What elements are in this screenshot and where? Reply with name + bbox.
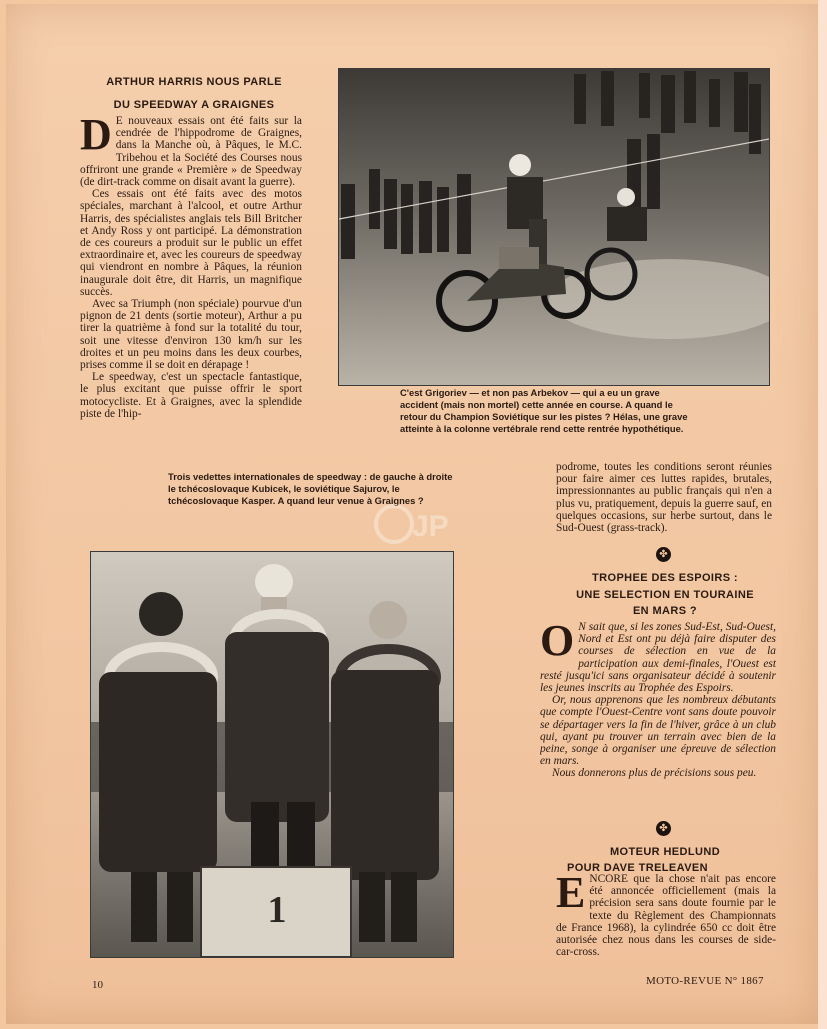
race-photo-image [339,69,769,385]
podium-photo-image [91,552,453,957]
section-ornament-icon-2: ✤ [656,821,671,836]
photo1-caption: C'est Grigoriev — et non pas Arbekov — qui a eu un grave accident (mais non mortel) cette année en course. A quand le retour du Champion Soviétique sur les pistes ? Hélas, une grave atteinte à la colonne vertébrale rend cette rentrée hypothétique. [400,387,688,434]
article1-headline-1: ARTHUR HARRIS NOUS PARLE [106,76,282,88]
article1-continuation-text: podrome, toutes les conditions seront réunies pour faire aimer ces luttes rapides, brutales, impressionnantes au public français qui n'en a plus vu, pratiquement, depuis la guerre sauf, en quelques occasions, sur herbe surtout, dans le Sud-Ouest (grass-track). [556,461,772,535]
section-ornament-icon: ✤ [656,547,671,562]
jp-stamp [372,498,462,553]
article2-headline-3: EN MARS ? [632,605,698,617]
article3-body [556,873,776,969]
photo-speedway-race [338,68,770,386]
article2-headline-2: UNE SELECTION EN TOURAINE [576,589,754,601]
article1-paragraph-2: Ces essais ont été faits avec des motos spéciales, marchant à l'alcool, et outre Arthur Harris, des spécialistes anglais tels Bill Britcher et Andy Ross y ont participé. La démonstration de ces coureurs a produit sur le public un effet extraordinaire et, avec les coureurs de speedway qui viendront en nombre à Pâques, la réunion inaugurale doit être, dit Harris, un magnifique succès. [80,188,302,298]
article1-continuation [556,461,772,534]
article2-headline-1: TROPHEE DES ESPOIRS : [592,572,738,584]
article2-dropcap: O [540,621,575,665]
article2-paragraph-1: O N sait que, si les zones Sud-Est, Sud-Ouest, Nord et Est ont pu déjà faire disputer des courses de sélection en vue de la participation aux demi-finales, l'Ouest est resté jusqu'ici sans organisateur décidé à soutenir les jeunes inscrits au Trophée des Espoirs. [540,621,776,695]
article3-headline-1: MOTEUR HEDLUND [609,846,721,858]
article1-paragraph-4: Le speedway, c'est un spectacle fantastique, le plus excitant que puisse offrir le sport motocycliste. Et à Graignes, avec la splendide piste de l'hip- [80,371,302,420]
article2-body [540,621,776,816]
podium-number: 1 [267,889,287,931]
page-number: 10 [92,979,103,991]
article3-headline-2: POUR DAVE TRELEAVEN [566,862,709,874]
magazine-issue: MOTO-REVUE N° 1867 [646,975,764,987]
article2-paragraph-3: Nous donnerons plus de précisions sous peu. [552,767,757,780]
photo-podium-riders [90,551,454,958]
page-edge [818,0,827,1029]
article3-dropcap: E [556,873,586,917]
photo2-caption: Trois vedettes internationales de speedway : de gauche à droite le tchécoslovaque Kubicek, le soviétique Sajurov, le tchécoslovaque Kasper. A quand leur venue à Graignes ? [168,471,453,506]
article1-headline-2: DU SPEEDWAY A GRAIGNES [113,99,275,111]
svg-text:JP: JP [412,510,449,543]
article1-body [80,115,302,450]
article1-paragraph-1: D E nouveaux essais ont été faits sur la cendrée de l'hippodrome de Graignes, dans la Manche où, à Pâques, le M.C. Tribehou et la Société des Courses nous offriront une grande « Première » de Speedway (de dirt-track comme on disait avant la guerre). [80,115,302,189]
article1-paragraph-3: Avec sa Triumph (non spéciale) pourvue d'un pignon de 21 dents (sortie moteur), Arthur a pu tirer la quatrième à fond sur la totalité du tour, soit une vitesse d'environ 130 km/h sur les droites et un peu moins dans les deux courbes, prises comme il se doit en dérapage ! [80,298,302,372]
jp-stamp-logo [372,498,462,548]
article3-paragraph-1: ENCORE que la chose n'ait pas encore été annoncée officiellement (mais la précision sera sans doute fournie par le texte du Règlement des Championnats de France 1968), la cylindrée 650 cc doit être autorisée chez nous dans les courses de side-car-cross. [556,873,776,959]
article2-paragraph-2: Or, nous apprenons que les nombreux débutants que compte l'Ouest-Centre vont sans doute pouvoir se départager vers la fin de l'hiver, grâce à un club qui, ayant pu trouver un terrain avec bien de la peine, songe à organiser une épreuve de sélection en mars. [540,694,776,768]
article1-dropcap: D [80,115,112,159]
